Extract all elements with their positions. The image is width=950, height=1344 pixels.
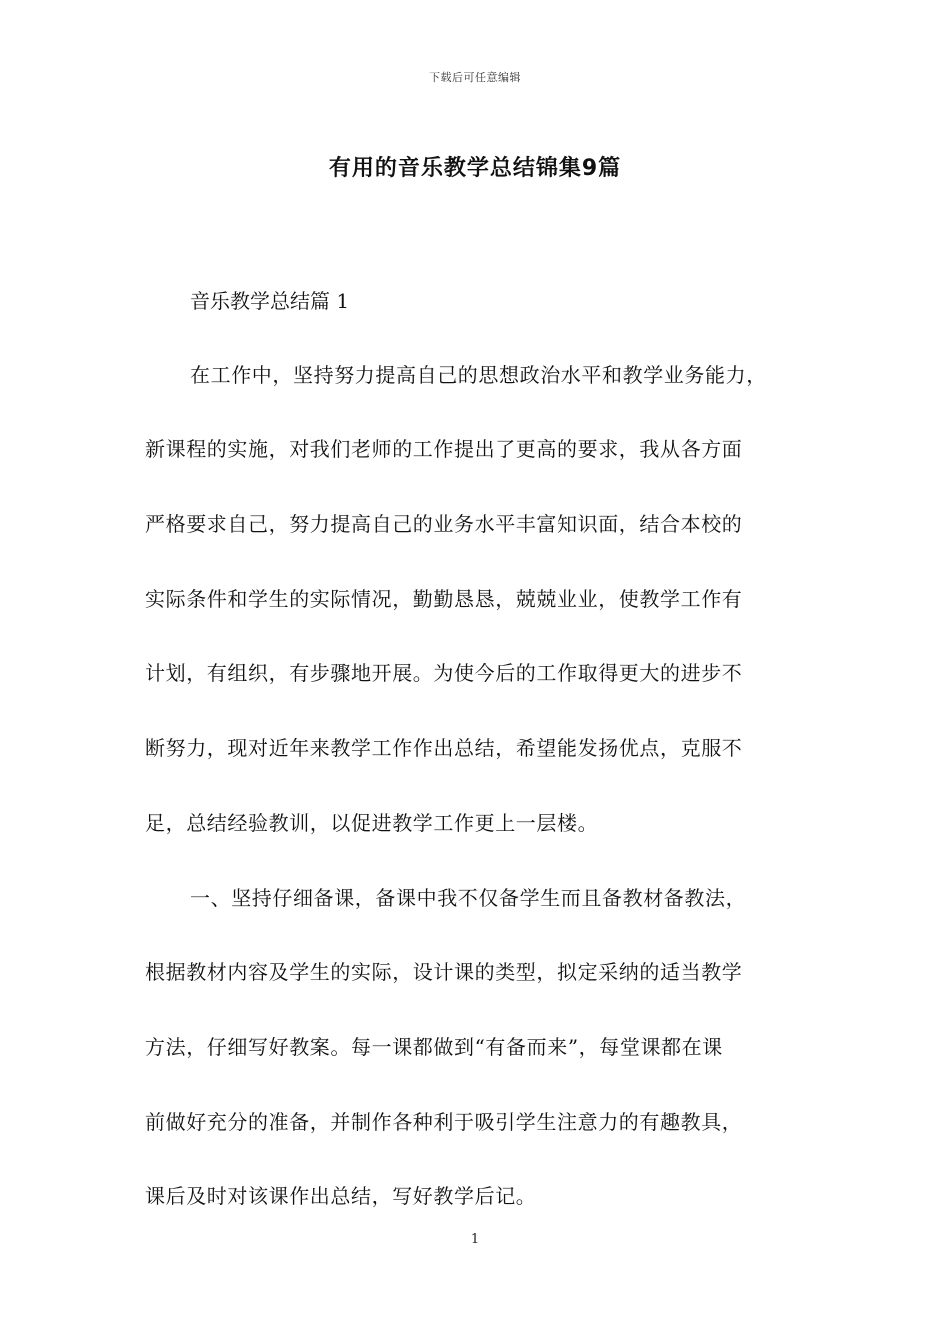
paragraph-line: 一、坚持仔细备课，备课中我不仅备学生而且备教材备教法，: [190, 886, 747, 910]
page-number: 1: [470, 1232, 480, 1247]
paragraph-line: 方法，仔细写好教案。每一课都做到“有备而来”，每堂课都在课: [145, 1035, 723, 1059]
section-heading: 音乐教学总结篇 1: [190, 289, 350, 313]
paragraph-line: 在工作中，坚持努力提高自己的思想政治水平和教学业务能力，: [190, 363, 767, 387]
paragraph-line: 断努力，现对近年来教学工作作出总结，希望能发扬优点，克服不: [145, 736, 743, 760]
paragraph-line: 足，总结经验教训，以促进教学工作更上一层楼。: [145, 811, 599, 835]
paragraph-line: 根据教材内容及学生的实际，设计课的类型，拟定采纳的适当教学: [145, 960, 743, 984]
paragraph-line: 新课程的实施，对我们老师的工作提出了更高的要求，我从各方面: [145, 437, 743, 461]
header-note: 下载后可任意编辑: [429, 71, 521, 84]
document-title: 有用的音乐教学总结锦集9篇: [328, 156, 622, 181]
paragraph-line: 实际条件和学生的实际情况，勤勤恳恳，兢兢业业，使教学工作有: [145, 587, 743, 611]
paragraph-line: 课后及时对该课作出总结，写好教学后记。: [145, 1184, 537, 1208]
paragraph-line: 计划，有组织，有步骤地开展。为使今后的工作取得更大的进步不: [145, 661, 743, 685]
paragraph-line: 前做好充分的准备，并制作各种利于吸引学生注意力的有趣教具，: [145, 1110, 743, 1134]
paragraph-line: 严格要求自己，努力提高自己的业务水平丰富知识面，结合本校的: [145, 512, 743, 536]
